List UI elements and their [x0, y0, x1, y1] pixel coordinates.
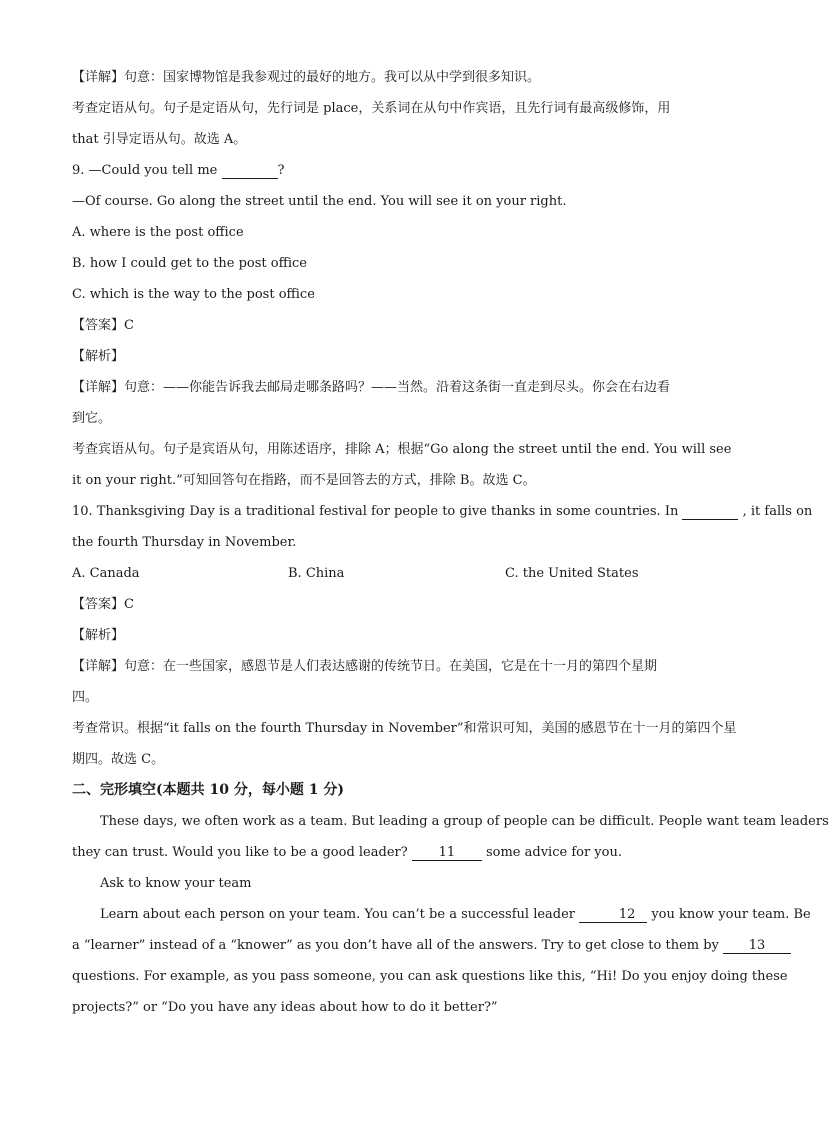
option-b: B. how I could get to the post office [72, 256, 307, 271]
cloze-blank-12: 12 [579, 908, 647, 923]
explanation-line: 【详解】句意：国家博物馆是我参观过的最好的地方。我可以从中学到很多知识。 [72, 70, 541, 85]
question-10-options [72, 558, 722, 589]
question-9-mark: ? [277, 163, 285, 178]
explanation-line: it on your right.”可知回答句在指路，而不是回答去的方式，排除 B。故选 C。 [72, 473, 536, 488]
passage-line [72, 899, 811, 930]
document-page [72, 62, 829, 1023]
passage-line: These days, we often work as a team. But leading a group of people can be difficult. People want team leaders [100, 814, 829, 829]
explanation-line: 【详解】句意：在一些国家，感恩节是人们表达感谢的传统节日。在美国，它是在十一月的第四个星期 [72, 659, 658, 674]
question-10-text-end: , it falls on [742, 504, 813, 519]
option-a: A. where is the post office [72, 225, 244, 240]
answer-label: 【答案】C [72, 318, 134, 333]
question-9 [72, 155, 722, 186]
answer-blank [222, 164, 278, 179]
explanation-line: 考查常识。根据“it falls on the fourth Thursday in November”和常识可知，美国的感恩节在十一月的第四个星 [72, 721, 737, 736]
question-10 [72, 496, 813, 527]
explanation-line: 期四。故选 C。 [72, 752, 165, 767]
option-a: A. Canada [72, 566, 140, 581]
option-b: B. China [288, 566, 345, 581]
explanation-line: 【详解】句意：——你能告诉我去邮局走哪条路吗？——当然。沿着这条街一直走到尽头。你会在右边看 [72, 380, 671, 395]
passage-text: they can trust. Would you like to be a good leader? [72, 845, 408, 860]
question-10-line-2: the fourth Thursday in November. [72, 535, 297, 550]
passage-text: a “learner” instead of a “knower” as you don’t have all of the answers. Try to get close to them by [72, 938, 719, 953]
option-c: C. the United States [505, 566, 639, 581]
analysis-label: 【解析】 [72, 349, 125, 364]
analysis-label: 【解析】 [72, 628, 125, 643]
explanation-line: 考查定语从句。句子是定语从句，先行词是 place，关系词在从句中作宾语，且先行词有最高级修饰，用 [72, 101, 671, 116]
explanation-line: 四。 [72, 690, 99, 705]
passage-text: Learn about each person on your team. You can’t be a successful leader [100, 907, 576, 922]
question-9-reply: —Of course. Go along the street until the end. You will see it on your right. [72, 194, 567, 209]
passage-line: questions. For example, as you pass someone, you can ask questions like this, “Hi! Do you enjoy doing these [72, 969, 788, 984]
answer-label: 【答案】C [72, 597, 134, 612]
cloze-blank-11: 11 [412, 846, 482, 861]
explanation-line: 到它。 [72, 411, 112, 426]
question-9-text: 9. —Could you tell me [72, 163, 218, 178]
passage-subheading: Ask to know your team [100, 876, 252, 891]
passage-line: projects?” or “Do you have any ideas about how to do it better?” [72, 1000, 498, 1015]
cloze-blank-13: 13 [723, 939, 791, 954]
passage-text: you know your team. Be [651, 907, 811, 922]
passage-line [72, 930, 766, 961]
explanation-line: that 引导定语从句。故选 A。 [72, 132, 247, 147]
passage-text: some advice for you. [485, 845, 622, 860]
question-10-text: 10. Thanksgiving Day is a traditional festival for people to give thanks in some countries. In [72, 504, 679, 519]
answer-blank [682, 505, 738, 520]
option-c: C. which is the way to the post office [72, 287, 315, 302]
explanation-line: 考查宾语从句。句子是宾语从句，用陈述语序，排除 A；根据“Go along the street until the end. You will see [72, 442, 732, 457]
passage-line [72, 837, 722, 868]
section-heading: 二、完形填空(本题共 10 分，每小题 1 分) [72, 782, 344, 798]
